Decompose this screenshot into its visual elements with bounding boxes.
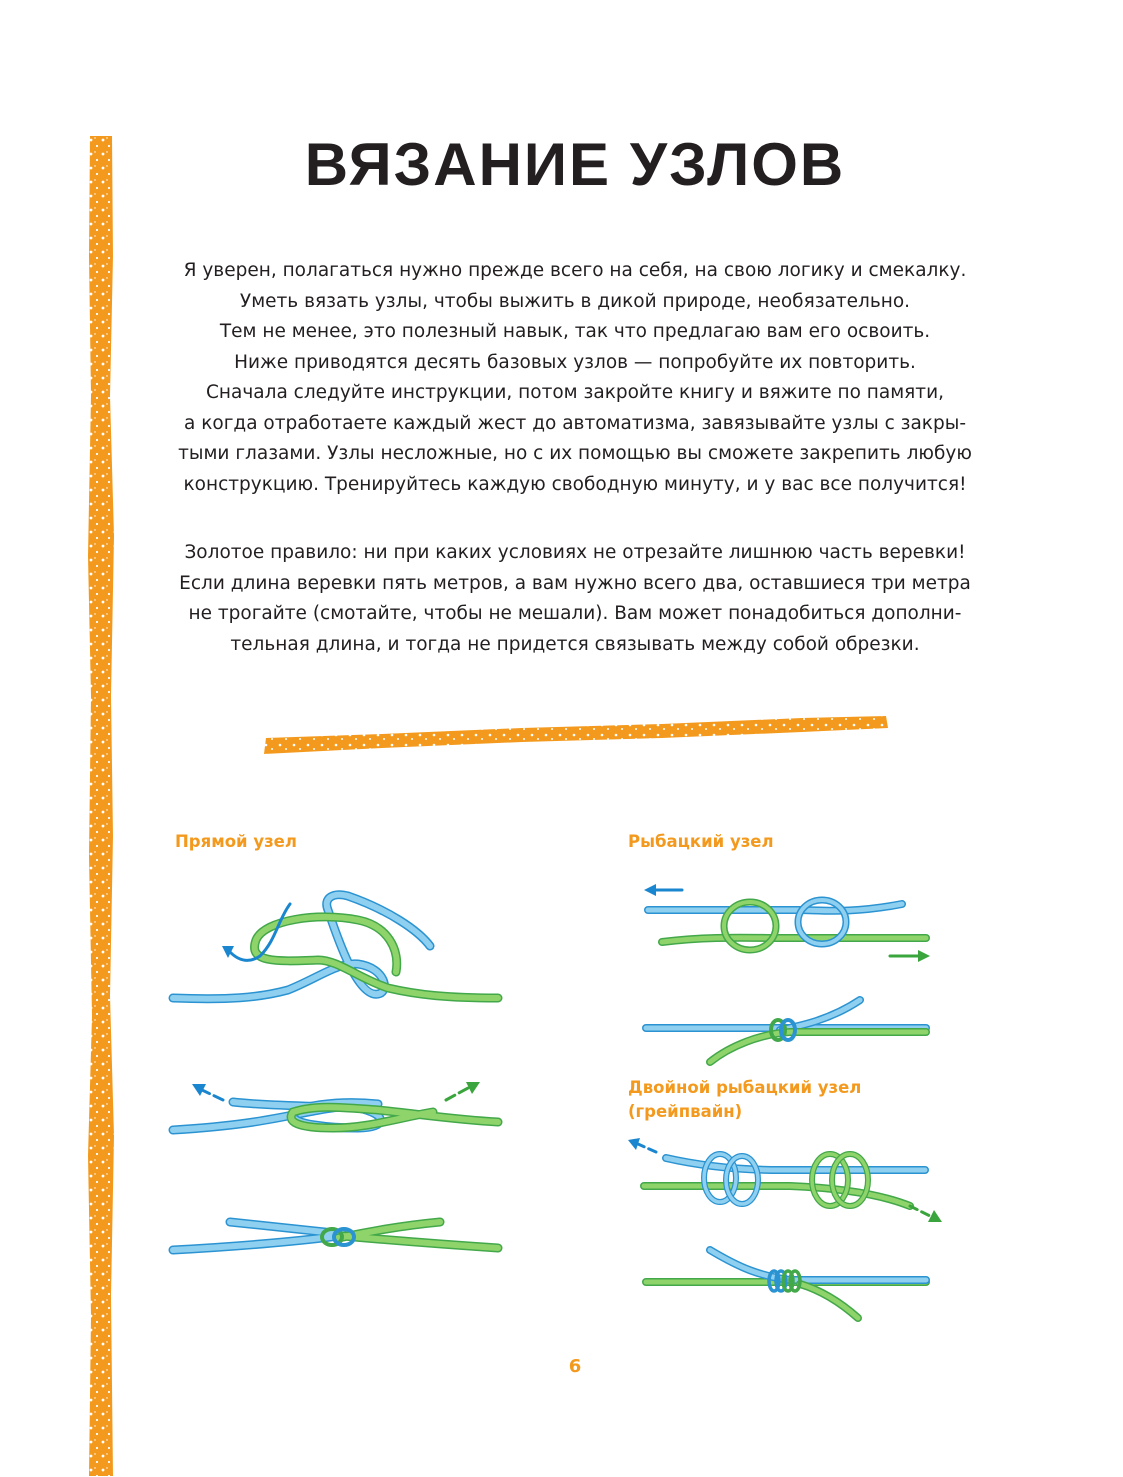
intro-line: Сначала следуйте инструкции, потом закройте книгу и вяжите по памяти, [206,382,944,403]
intro-line: а когда отработаете каждый жест до автоматизма, завязывайте узлы с закры- [183,412,966,434]
brush-divider [262,712,890,758]
double-fisherman-knot-label [628,1076,861,1124]
rule-line: не трогайте (смотайте, чтобы не мешали). Вам может понадобиться дополни- [188,603,962,624]
double-fisherman-label-line2: (грейпвайн) [628,1102,743,1121]
intro-line: Уметь вязать узлы, чтобы выжить в дикой природе, необязательно. [239,290,911,312]
intro-line: конструкцию. Тренируйтесь каждую свободную минуту, и у вас все получится! [183,473,967,495]
intro-line: Я уверен, полагаться нужно прежде всего на себя, на свою логику и смекалку. [183,260,967,281]
page-title: ВЯЗАНИЕ УЗЛОВ [304,131,846,198]
reef-knot-step2 [168,1070,508,1150]
rule-line: тельная длина, и тогда не придется связывать между собой обрезки. [230,633,920,655]
intro-paragraph [150,256,1000,500]
intro-line: Тем не менее, это полезный навык, так что предлагаю вам его освоить. [219,321,931,342]
fisherman-knot-label: Рыбацкий узел [628,832,774,851]
double-fisherman-label-line1: Двойной рыбацкий узел [628,1078,862,1097]
golden-rule-paragraph [150,538,1000,660]
intro-line: Ниже приводятся десять базовых узлов — попробуйте их повторить. [234,351,916,373]
intro-line: тыми глазами. Узлы несложные, но с их помощью вы сможете закрепить любую [178,443,972,464]
fisherman-knot-step1 [640,880,940,970]
side-brush-stripe [88,136,114,1476]
rule-line: Золотое правило: ни при каких условиях не отрезайте лишнюю часть веревки! [184,542,966,563]
reef-knot-step1 [168,880,508,1020]
double-fisherman-knot-step2 [640,1240,940,1330]
page-number: 6 [568,1356,582,1377]
fisherman-knot-step2 [640,990,940,1070]
reef-knot-step3 [168,1210,508,1270]
double-fisherman-knot-step1 [620,1130,950,1230]
reef-knot-label: Прямой узел [175,832,297,851]
rule-line: Если длина веревки пять метров, а вам нужно всего два, оставшиеся три метра [179,572,971,594]
